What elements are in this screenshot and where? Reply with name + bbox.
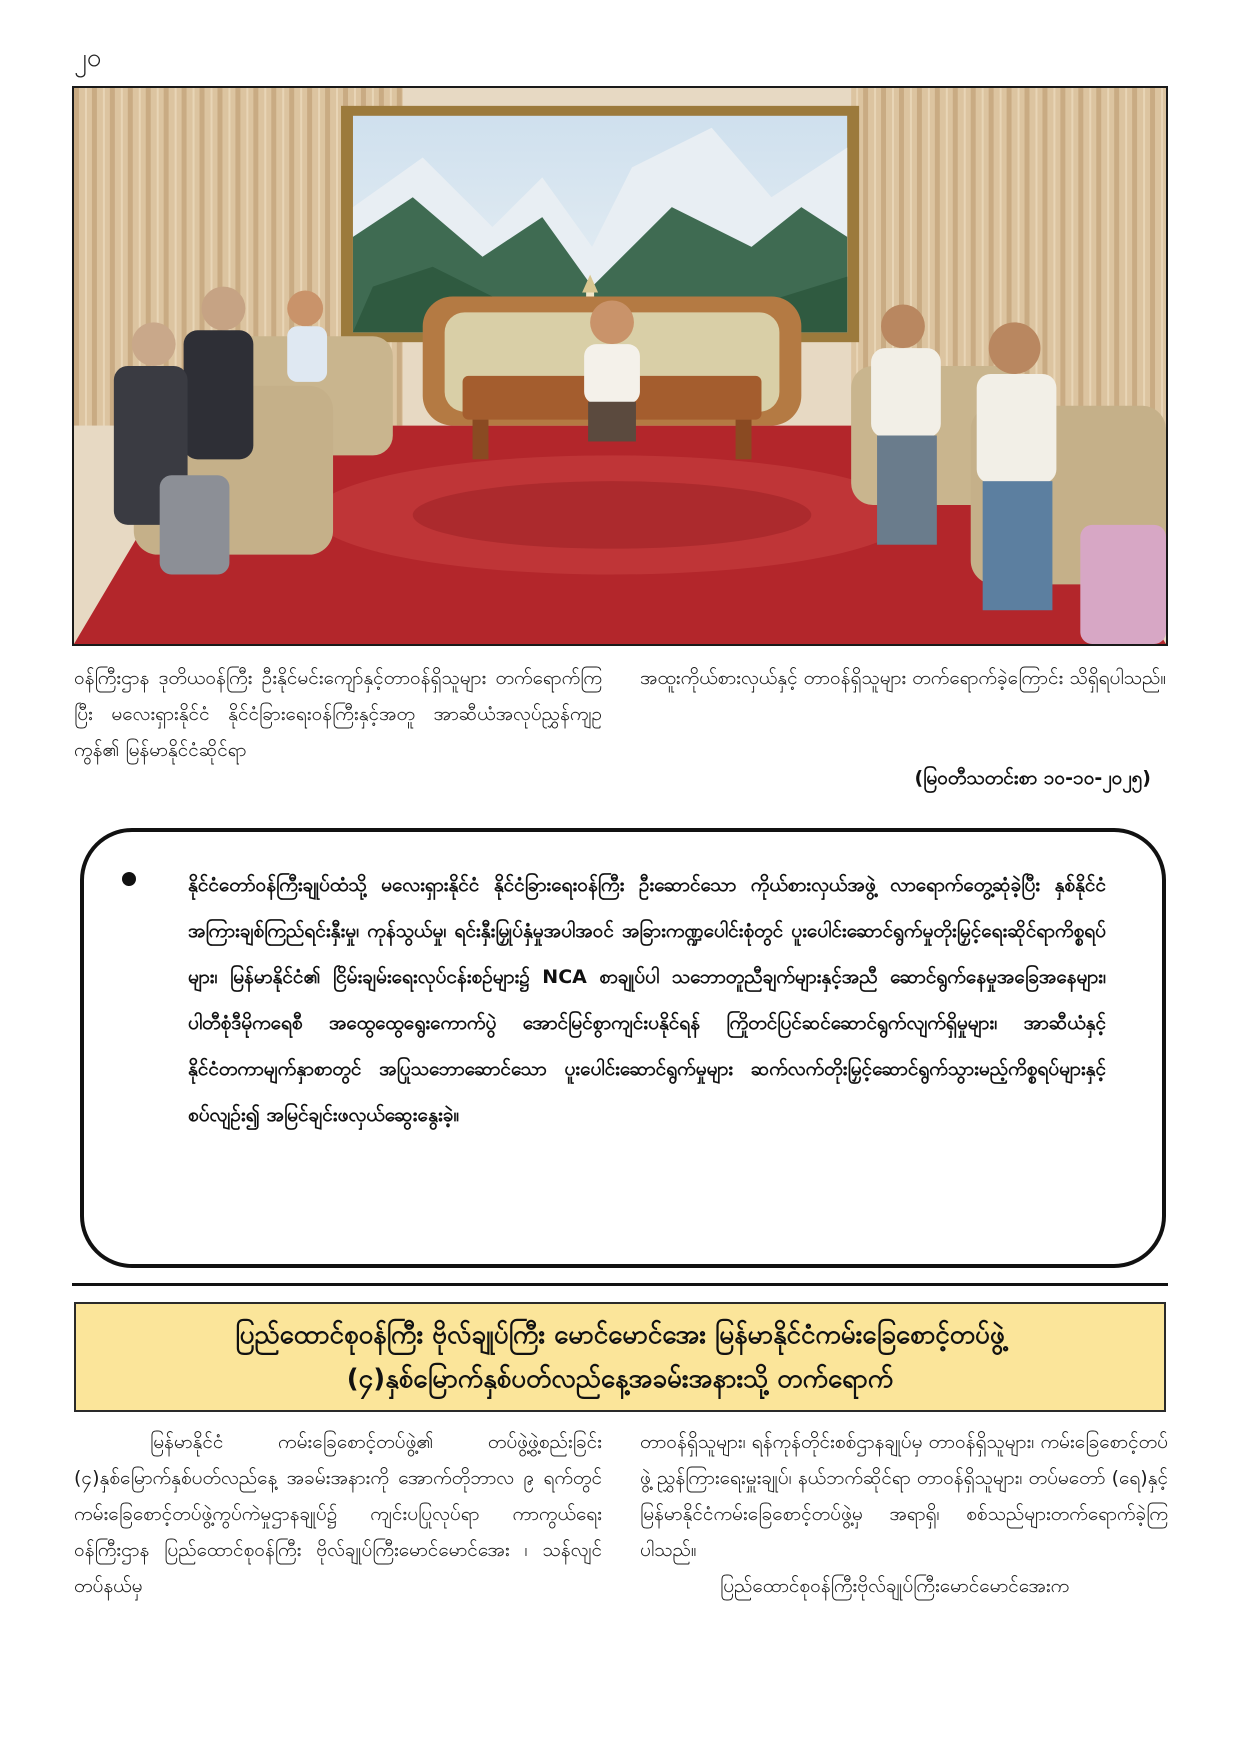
news-highlight-box [80,828,1166,1268]
page-number: ၂၀ [74,43,102,73]
article-column-right [640,1424,1168,1604]
article-paragraph: မြန်မာနိုင်ငံ ကမ်းခြေစောင့်တပ်ဖွဲ့၏ တပ်ဖွဲ့ဖွဲ့စည်းခြင်း (၄)နှစ်မြောက်နှစ်ပတ်လည်နေ့ အခမ်းအနားကို အောက်တိုဘာလ ၉ ရက်တွင် ကမ်းခြေစောင့်တပ်ဖွဲ့ကွပ်ကဲမှုဌာနချုပ်၌ ကျင်းပပြုလုပ်ရာ ကာကွယ်ရေးဝန်ကြီးဌာန ပြည်ထောင်စုဝန်ကြီး ဗိုလ်ချုပ်ကြီးမောင်မောင်အေး ၊ သန်လျင်တပ်နယ်မှ [74,1431,602,1597]
article-paragraph: တာဝန်ရှိသူများ၊ ရန်ကုန်တိုင်းစစ်ဌာနချုပ်မှ တာဝန်ရှိသူများ၊ ကမ်းခြေစောင့်တပ်ဖွဲ့ ညွှန်ကြားရေးမှူးချုပ်၊ နယ်ဘက်ဆိုင်ရာ တာဝန်ရှိသူများ၊ တပ်မတော် (ရေ)နှင့် မြန်မာနိုင်ငံကမ်းခြေစောင့်တပ်ဖွဲ့မှ အရာရှိ၊ စစ်သည်များတက်ရောက်ခဲ့ကြပါသည်။ [640,1431,1168,1561]
source-citation: (မြဝတီသတင်းစာ ၁၀-၁၀-၂၀၂၅) [914,767,1151,789]
headline-line-2: (၄)နှစ်မြောက်နှစ်ပတ်လည်နေ့အခမ်းအနားသို့ တက်ရောက် [346,1364,894,1394]
photo-caption-right: အထူးကိုယ်စားလှယ်နှင့် တာဝန်ရှိသူများ တက်ရောက်ခဲ့ကြောင်း သိရှိရပါသည်။ [640,667,1167,689]
bullet-icon [122,872,136,886]
article-headline [74,1302,1166,1412]
news-highlight-text: နိုင်ငံတော်ဝန်ကြီးချုပ်ထံသို့ မလေးရှားနိုင်ငံ နိုင်ငံခြားရေးဝန်ကြီး ဦးဆောင်သော ကိုယ်စားလှယ်အဖွဲ့ လာရောက်တွေ့ဆုံခဲ့ပြီး နှစ်နိုင်ငံအကြားချစ်ကြည်ရင်းနှီးမှု၊ ကုန်သွယ်မှု၊ ရင်းနှီးမြှုပ်နှံမှုအပါအဝင် အခြားကဏ္ဍပေါင်းစုံတွင် ပူးပေါင်းဆောင်ရွက်မှုတိုးမြှင့်ရေးဆိုင်ရာကိစ္စရပ်များ၊ မြန်မာနိုင်ငံ၏ ငြိမ်းချမ်းရေးလုပ်ငန်းစဉ်များ၌ NCA စာချုပ်ပါ သဘောတူညီချက်များနှင့်အညီ ဆောင်ရွက်နေမှုအခြေအနေများ၊ ပါတီစုံဒီမိုကရေစီ အထွေထွေရွေးကောက်ပွဲ အောင်မြင်စွာကျင်းပနိုင်ရန် ကြိုတင်ပြင်ဆင်ဆောင်ရွက်လျက်ရှိမှုများ၊ အာဆီယံနှင့် နိုင်ငံတကာမျက်နှာစာတွင် အပြုသဘောဆောင်သော ပူးပေါင်းဆောင်ရွက်မှုများ ဆက်လက်တိုးမြှင့်ဆောင်ရွက်သွားမည့်ကိစ္စရပ်များနှင့်စပ်လျဉ်း၍ အမြင်ချင်းဖလှယ်ဆွေးနွေးခဲ့။ [188,874,1106,1126]
meeting-photo [72,86,1168,646]
photo-caption-left: ဝန်ကြီးဌာန ဒုတိယဝန်ကြီး ဦးနိုင်မင်းကျော်နှင့်တာဝန်ရှိသူများ တက်ရောက်ကြပြီး မလေးရှားနိုင်ငံ နိုင်ငံခြားရေးဝန်ကြီးနှင့်အတူ အာဆီယံအလုပ်ညွှန်ကျဥကွန်၏ မြန်မာနိုင်ငံဆိုင်ရာ [74,667,602,761]
section-divider [72,1283,1168,1286]
article-column-left [74,1424,602,1604]
article-paragraph: ပြည်ထောင်စုဝန်ကြီးဗိုလ်ချုပ်ကြီးမောင်မောင်အေးက [720,1575,1070,1597]
headline-line-1: ပြည်ထောင်စုဝန်ကြီး ဗိုလ်ချုပ်ကြီး မောင်မောင်အေး မြန်မာနိုင်ငံကမ်းခြေစောင့်တပ်ဖွဲ့ [235,1320,1005,1350]
meeting-room-illustration [74,88,1166,644]
